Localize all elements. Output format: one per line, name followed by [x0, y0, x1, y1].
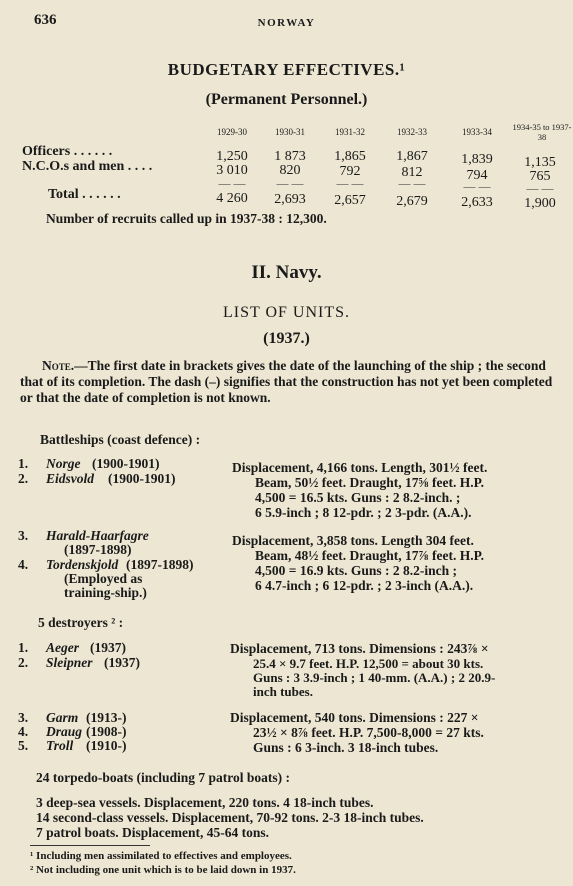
description-line: Displacement, 4,166 tons. Length, 301½ feet. [232, 460, 488, 475]
table-cell: 792 [339, 164, 361, 179]
dash-separator: — — [276, 176, 304, 190]
description-line: 4,500 = 16.9 kts. Guns : 2 8.2-inch ; [255, 563, 457, 578]
year-header: 1931-32 [335, 127, 365, 137]
description-line: 25.4 × 9.7 feet. H.P. 12,500 = about 30 kts. [253, 656, 484, 671]
list-title: LIST OF UNITS. [222, 304, 351, 321]
section-title: II. Navy. [251, 262, 322, 283]
description-line: Beam, 48½ feet. Draught, 17⅞ feet. H.P. [255, 548, 484, 563]
total-cell: 4 260 [216, 191, 248, 206]
ship-dates: (1897-1898) [64, 542, 132, 557]
description-line: Guns : 6 3-inch. 3 18-inch tubes. [253, 740, 439, 755]
ship-name: Harald-Haarfagre [46, 528, 149, 543]
running-head: NORWAY [257, 17, 316, 29]
year-header: 1930-31 [275, 127, 305, 137]
footnote: ¹ Including men assimilated to effectives and employees. [30, 850, 292, 862]
ship-note: training-ship.) [64, 585, 147, 600]
description-line: 6 4.7-inch ; 6 12-pdr. ; 2 3-inch (A.A.). [255, 578, 474, 593]
year-header: 1933-34 [462, 127, 492, 137]
ship-name: Troll [46, 738, 74, 753]
ship-dates: (1897-1898) [126, 557, 194, 572]
ship-dates: (1910-) [86, 738, 127, 753]
torpedo-line: 14 second-class vessels. Displacement, 70-92 tons. 2-3 18-inch tubes. [36, 810, 424, 825]
dash-separator: — — [218, 176, 246, 190]
description-line: Displacement, 713 tons. Dimensions : 243⅞ × [230, 641, 489, 656]
page-number: 636 [34, 12, 57, 28]
ship-dates: (1937) [90, 640, 126, 655]
table-cell: 812 [401, 165, 423, 180]
description-line: 6 5.9-inch ; 8 12-pdr. ; 2 3-pdr. (A.A.). [255, 505, 472, 520]
item-number: 1. [18, 640, 29, 655]
year-header: 1934-35 to 1937-38 [512, 122, 572, 142]
total-label: Total . . . . . . [48, 187, 121, 202]
ship-name: Eidsvold [46, 471, 95, 486]
table-cell: 3 010 [216, 163, 248, 178]
description-line: Beam, 50½ feet. Draught, 17⅝ feet. H.P. [255, 475, 484, 490]
ship-dates: (1900-1901) [108, 471, 176, 486]
ship-dates: (1913-) [86, 710, 127, 725]
year-header: 1932-33 [397, 127, 427, 137]
total-cell: 1,900 [524, 196, 556, 211]
table-cell: 765 [529, 169, 551, 184]
list-year: (1937.) [263, 330, 310, 347]
ship-name: Garm [46, 710, 79, 725]
note-paragraph [20, 358, 560, 406]
item-number: 2. [18, 471, 29, 486]
ship-name: Aeger [46, 640, 79, 655]
table-cell: 1 873 [274, 149, 306, 164]
dash-separator: — — [398, 176, 426, 190]
total-cell: 2,633 [461, 195, 493, 210]
ship-dates: (1908-) [86, 724, 127, 739]
ship-note: (Employed as [64, 571, 143, 586]
ship-name: Sleipner [46, 655, 93, 670]
row-label: N.C.O.s and men . . . . [22, 159, 153, 174]
table-cell: 1,839 [461, 152, 493, 167]
recruits-line: Number of recruits called up in 1937-38 : 12,300. [46, 211, 327, 226]
total-cell: 2,657 [334, 193, 366, 208]
page-title: BUDGETARY EFFECTIVES.¹ [167, 60, 406, 79]
item-number: 4. [18, 557, 29, 572]
note-text: —The first date in brackets gives the date of the launching of the ship ; the second that of its completion. The dash (–) signifies that the construction has not yet been completed or that the date of completion is not known. [20, 358, 553, 405]
torpedo-line: 7 patrol boats. Displacement, 45-64 tons. [36, 825, 270, 840]
battleships-heading: Battleships (coast defence) : [40, 432, 201, 447]
torpedo-heading: 24 torpedo-boats (including 7 patrol boats) : [36, 770, 291, 785]
item-number: 3. [18, 710, 29, 725]
description-line: 4,500 = 16.5 kts. Guns : 2 8.2-inch. ; [255, 490, 461, 505]
ship-name: Tordenskjold [46, 557, 119, 572]
dash-separator: — — [526, 181, 554, 195]
footnote: ² Not including one unit which is to be laid down in 1937. [30, 864, 296, 876]
description-line: Displacement, 3,858 tons. Length 304 feet. [232, 533, 474, 548]
ship-dates: (1937) [104, 655, 140, 670]
description-line: Guns : 3 3.9-inch ; 1 40-mm. (A.A.) ; 2 20.9- [253, 670, 496, 685]
ship-name: Draug [46, 724, 83, 739]
item-number: 2. [18, 655, 29, 670]
total-cell: 2,693 [274, 192, 306, 207]
table-cell: 820 [279, 163, 301, 178]
table-cell: 1,867 [396, 149, 428, 164]
footnote-rule [30, 845, 150, 846]
item-number: 4. [18, 724, 29, 739]
item-number: 5. [18, 738, 29, 753]
total-cell: 2,679 [396, 194, 428, 209]
page-subtitle: (Permanent Personnel.) [205, 91, 368, 108]
description-line: inch tubes. [253, 684, 313, 699]
note-label: Note. [42, 358, 75, 373]
table-cell: 1,865 [334, 149, 366, 164]
row-label: Officers . . . . . . [22, 144, 113, 159]
ship-dates: (1900-1901) [92, 456, 160, 471]
year-header: 1929-30 [217, 127, 247, 137]
dash-separator: — — [463, 179, 491, 193]
destroyers-heading: 5 destroyers ² : [38, 615, 124, 630]
ship-name: Norge [46, 456, 81, 471]
torpedo-line: 3 deep-sea vessels. Displacement, 220 tons. 4 18-inch tubes. [36, 795, 374, 810]
item-number: 3. [18, 528, 29, 543]
description-line: 23½ × 8⅞ feet. H.P. 7,500-8,000 = 27 kts. [253, 725, 484, 740]
dash-separator: — — [336, 176, 364, 190]
table-cell: 794 [466, 168, 488, 183]
description-line: Displacement, 540 tons. Dimensions : 227 × [230, 710, 479, 725]
table-cell: 1,135 [524, 155, 556, 170]
item-number: 1. [18, 456, 29, 471]
table-cell: 1,250 [216, 149, 248, 164]
